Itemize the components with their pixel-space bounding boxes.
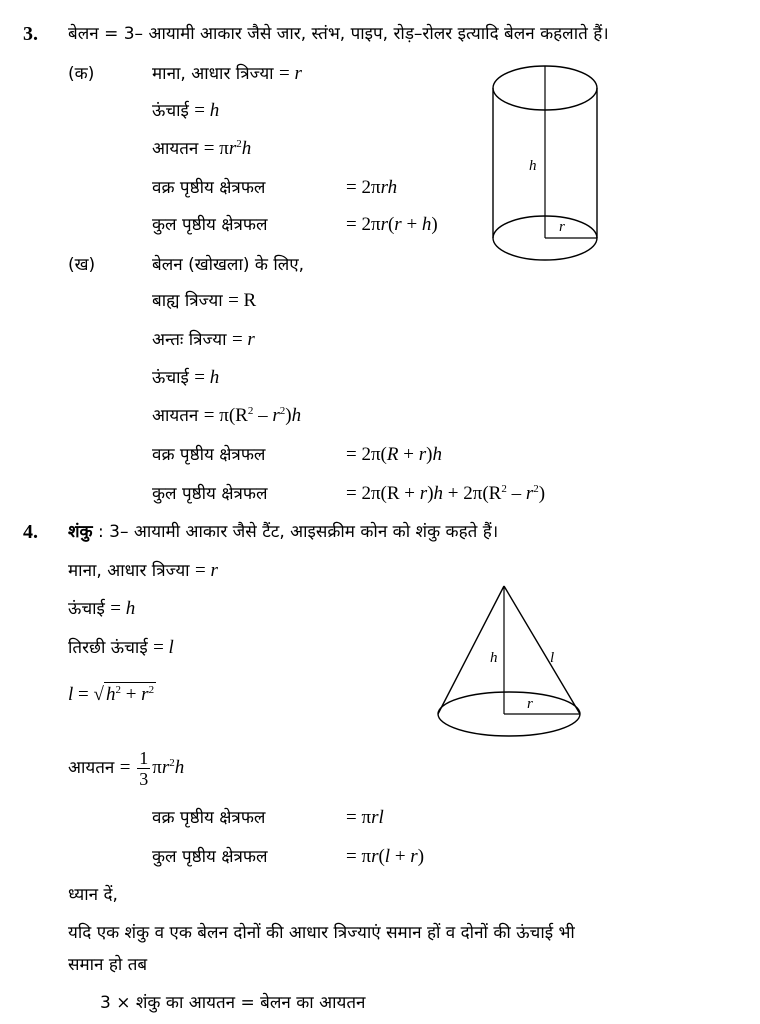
hollow-outer-radius-label: बाह्य त्रिज्या (152, 291, 223, 311)
cylinder-total-area-label: कुल पृष्ठीय क्षेत्रफल (152, 215, 268, 235)
hollow-curved-area-label: वक्र पृष्ठीय क्षेत्रफल (152, 445, 266, 465)
cone-diagram (430, 578, 590, 748)
cone-radius-label: माना, आधार त्रिज्या (68, 561, 190, 581)
hollow-inner-radius-line (152, 328, 255, 352)
part-b-label: (ख) (68, 255, 96, 275)
cylinder-volume-formula: = $\pi r^2h$ (203, 138, 252, 159)
cone-height-line (68, 597, 135, 621)
final-relation (100, 991, 365, 1015)
cylinder-diagram (485, 60, 615, 275)
hollow-curved-area-formula: = 2π(R + r)h (346, 444, 442, 465)
section-3-number: 3. (23, 23, 38, 45)
cone-height-formula: = h (110, 598, 136, 619)
cone-slant-label: तिरछी ऊंचाई (68, 638, 148, 658)
hollow-outer-radius-line (152, 289, 256, 313)
cone-l-label: l (550, 650, 555, 666)
cone-total-area-formula: = πr(l + r) (346, 846, 425, 867)
final-relation-left: 3 × शंकु का आयतन (100, 993, 236, 1013)
cylinder-curved-area-label: वक्र पृष्ठीय क्षेत्रफल (152, 178, 266, 198)
cylinder-height-formula: = h (194, 100, 220, 121)
cone-h-label: h (490, 650, 498, 666)
cylinder-r-label: r (559, 219, 565, 235)
hollow-volume-formula: = $\pi(R^2 - r^2)h$ (203, 405, 302, 426)
cylinder-radius-line (152, 62, 302, 86)
cylinder-height-label: ऊंचाई (152, 101, 189, 121)
hollow-volume-line (152, 404, 301, 428)
cone-volume-label: आयतन (68, 758, 115, 778)
cylinder-radius-label: माना, आधार त्रिज्या (152, 64, 274, 84)
cone-curved-area-label: वक्र पृष्ठीय क्षेत्रफल (152, 808, 266, 828)
hollow-total-area-formula: = $2\pi(R + r)h + 2\pi(R^2 - r^2)$ (346, 483, 546, 504)
cylinder-volume-line (152, 137, 251, 161)
hollow-cylinder-intro: बेलन (खोखला) के लिए, (152, 255, 305, 275)
section-3-title: बेलन = 3– आयामी आकार जैसे जार, स्तंभ, पाइप, रोड़–रोलर इत्यादि बेलन कहलाते हैं। (68, 24, 609, 44)
cone-slant-formula: = l (153, 637, 174, 658)
section-4-number: 4. (23, 521, 38, 543)
cylinder-radius-formula: = r (278, 63, 302, 84)
note-condition-line-1: यदि एक शंकु व एक बेलन दोनों की आधार त्रिज्याएं समान हों व दोनों की ऊंचाई भी (68, 923, 575, 943)
cone-radius-line (68, 559, 218, 583)
cylinder-total-area-formula: = 2πr(r + h) (346, 214, 438, 235)
hollow-height-label: ऊंचाई (152, 368, 189, 388)
cylinder-volume-label: आयतन (152, 139, 199, 159)
hollow-inner-radius-formula: = r (231, 329, 255, 350)
final-relation-right: = बेलन का आयतन (240, 993, 366, 1013)
cylinder-height-line (152, 99, 219, 123)
note-heading: ध्यान दें, (68, 885, 118, 905)
cone-total-area-label: कुल पृष्ठीय क्षेत्रफल (152, 847, 268, 867)
cone-title-word: शंकु (68, 522, 93, 542)
hollow-height-formula: = h (194, 367, 220, 388)
cone-slant-height-formula: l = √ $h^2 + r^2$ (68, 684, 155, 705)
cylinder-curved-area-formula: = 2πrh (346, 177, 398, 198)
hollow-volume-label: आयतन (152, 406, 199, 426)
cone-title-rest: : 3– आयामी आकार जैसे टैंट, आइसक्रीम कोन को शंकु कहते हैं। (98, 522, 499, 542)
part-a-label: (क) (68, 64, 95, 84)
cone-volume-line (68, 744, 184, 792)
note-condition-line-2: समान हो तब (68, 955, 148, 975)
cone-r-label: r (527, 696, 533, 712)
hollow-height-line (152, 366, 219, 390)
cone-volume-formula: = $\frac{1}{3}$ $\pi r^2h$ (119, 748, 185, 790)
hollow-total-area-label: कुल पृष्ठीय क्षेत्रफल (152, 484, 268, 504)
hollow-inner-radius-label: अन्तः त्रिज्या (152, 330, 227, 350)
cone-slant-line (68, 636, 174, 660)
hollow-outer-radius-formula: = R (228, 290, 257, 311)
cylinder-h-label: h (529, 158, 537, 174)
cone-radius-formula: = r (194, 560, 218, 581)
cone-height-label: ऊंचाई (68, 599, 105, 619)
cone-curved-area-formula: = πrl (346, 807, 384, 828)
section-4-title (68, 520, 498, 544)
